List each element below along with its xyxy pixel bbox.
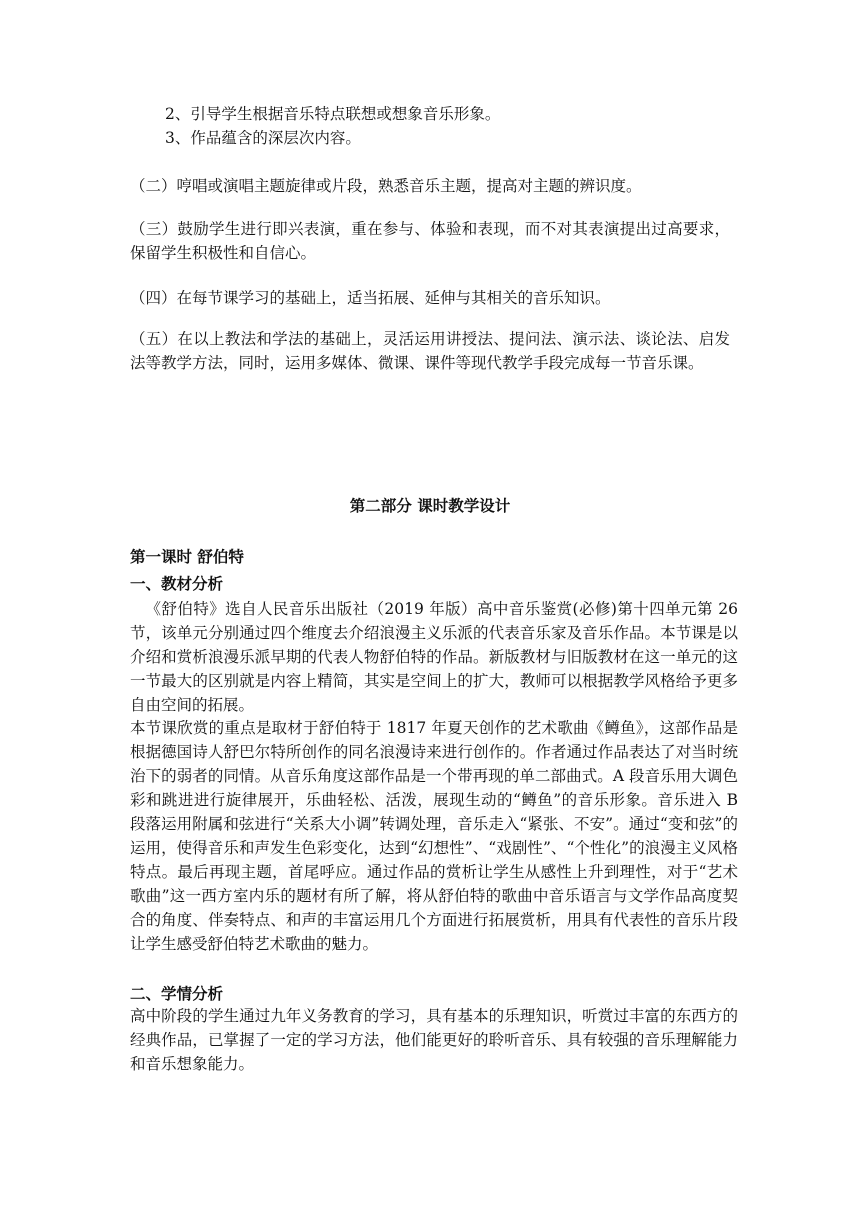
paragraph: （四）在每节课学习的基础上，适当拓展、延伸与其相关的音乐知识。 [130, 289, 611, 307]
paragraph: （三）鼓励学生进行即兴表演，重在参与、体验和表现，而不对其表演提出过高要求，保留学生积极性和自信心。 [130, 220, 730, 262]
paragraph: （二）哼唱或演唱主题旋律或片段，熟悉音乐主题，提高对主题的辨识度。 [130, 177, 642, 195]
paragraph: 高中阶段的学生通过九年义务教育的学习，具有基本的乐理知识，听赏过丰富的东西方的经典作品，已掌握了一定的学习方法，他们能更好的聆听音乐、具有较强的音乐理解能力和音乐想象能力。 [130, 1007, 738, 1073]
list-item: 2、引导学生根据音乐特点联想或想象音乐形象。 [165, 105, 501, 123]
paragraph: 《舒伯特》选自人民音乐出版社（2019 年版）高中音乐鉴赏(必修)第十四单元第 26 节，该单元分别通过四个维度去介绍浪漫主义乐派的代表音乐家及音乐作品。本节课是以介绍和赏析浪漫乐派早期的代表人物舒伯特的作品。新版教材与旧版教材在这一单元的这一节最大的区别就是内容上精简，其实是空间上的扩大，教师可以根据教学风格给予更多自由空间的拓展。 [130, 600, 738, 714]
part-title: 第二部分 课时教学设计 [349, 496, 511, 515]
paragraph: 本节课欣赏的重点是取材于舒伯特于 1817 年夏天创作的艺术歌曲《鳟鱼》，这部作品是根据德国诗人舒巴尔特所创作的同名浪漫诗来进行创作的。作者通过作品表达了对当时统治下的弱者的同情。从音乐角度这部作品是一个带再现的单二部曲式。A 段音乐用大调色彩和跳进进行旋律展开，乐曲轻松、活泼，展现生动的“鳟鱼”的音乐形象。音乐进入 B 段落运用附属和弦进行“关系大小调”转调处理，音乐走入“紧张、不安”。通过“变和弦”的运用，使得音乐和声发生色彩变化，达到“幻想性”、“戏剧性”、“个性化”的浪漫主义风格特点。最后再现主题，首尾呼应。通过作品的赏析让学生从感性上升到理性，对于“艺术歌曲”这一西方室内乐的题材有所了解，将从舒伯特的歌曲中音乐语言与文学作品高度契合的角度、伴奏特点、和声的丰富运用几个方面进行拓展赏析，用具有代表性的音乐片段让学生感受舒伯特艺术歌曲的魅力。 [130, 719, 738, 953]
paragraph: （五）在以上教法和学法的基础上，灵活运用讲授法、提问法、演示法、谈论法、启发法等教学方法，同时，运用多媒体、微课、课件等现代教学手段完成每一节音乐课。 [130, 330, 730, 372]
section-heading: 一、教材分析 [130, 574, 224, 593]
lesson-title: 第一课时 舒伯特 [130, 547, 244, 566]
section-heading: 二、学情分析 [130, 984, 224, 1003]
list-item: 3、作品蕴含的深层次内容。 [165, 129, 361, 147]
